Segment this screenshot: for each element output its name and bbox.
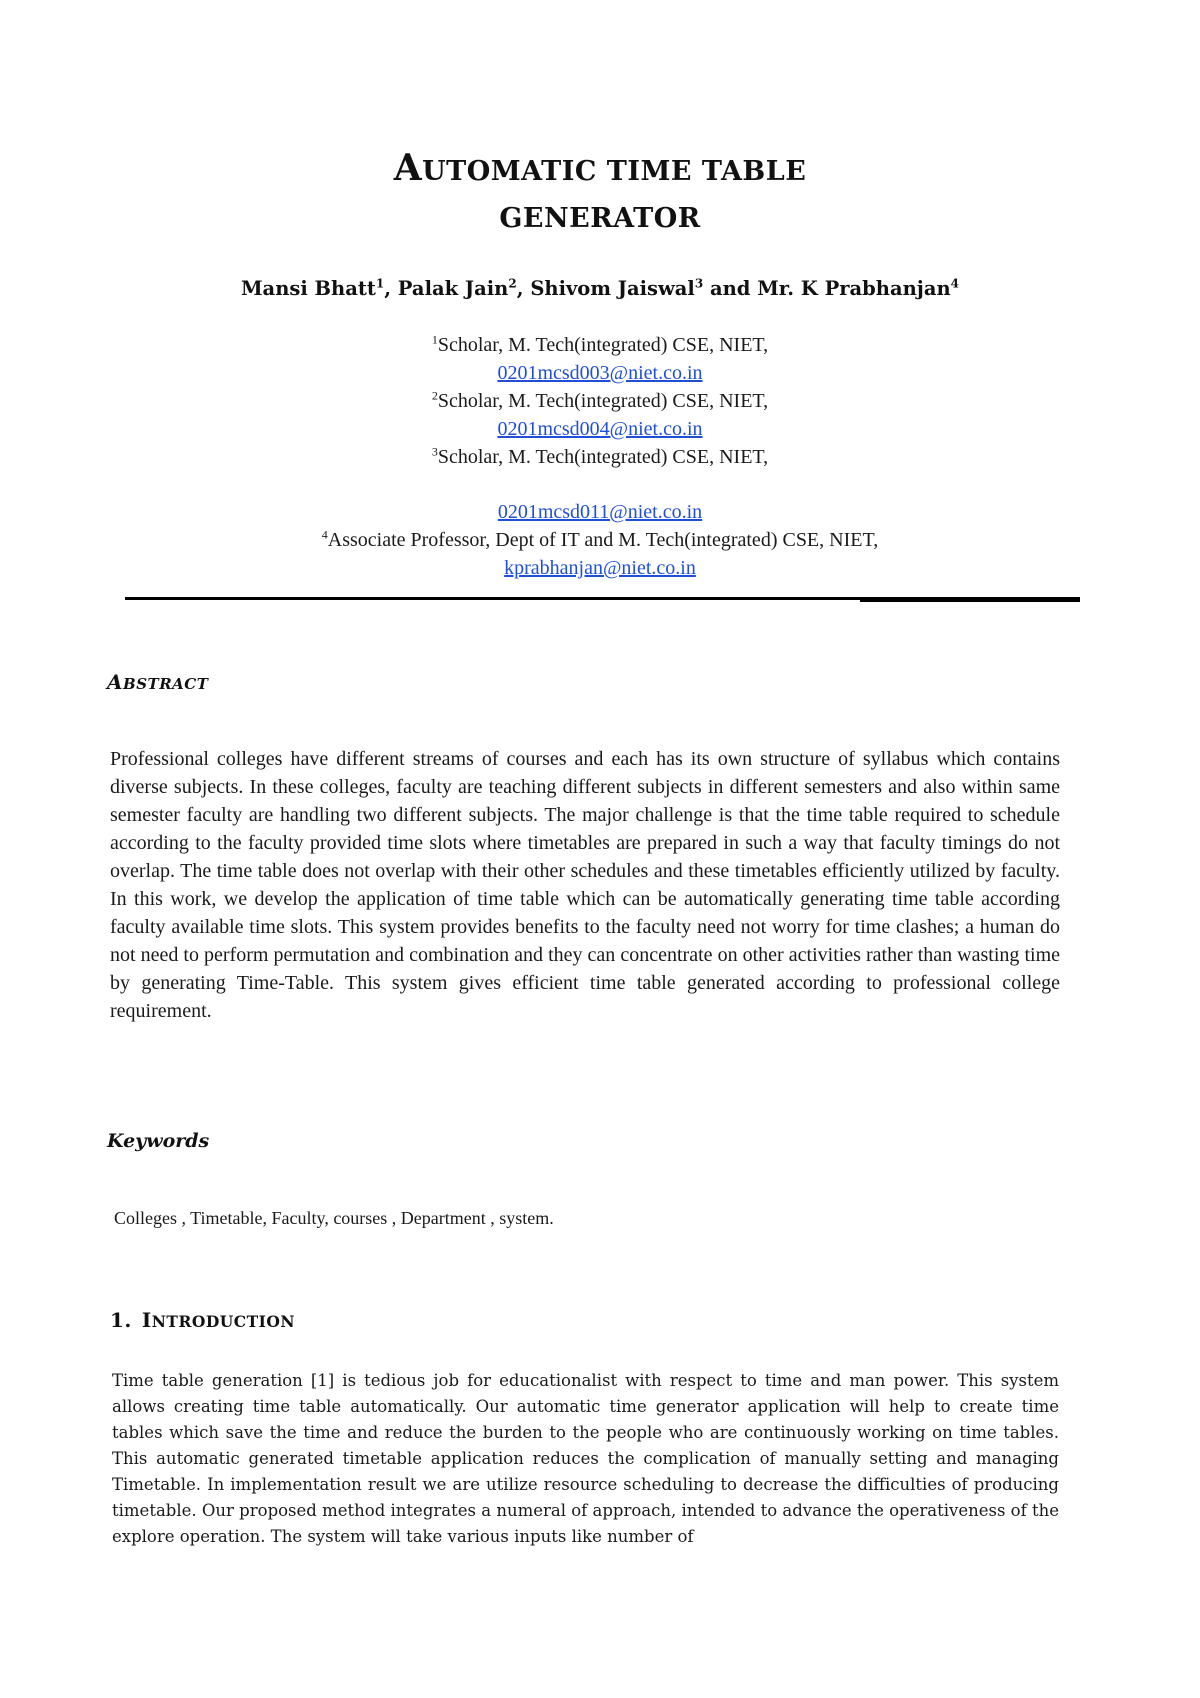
affiliation-mark: 2 <box>431 388 438 403</box>
author-name: Shivom Jaiswal <box>530 277 695 300</box>
affiliation-text: Scholar, M. Tech(integrated) CSE, NIET, <box>437 334 769 356</box>
email-link[interactable]: 0201mcsd004@niet.co.in <box>497 418 703 440</box>
email-link[interactable]: kprabhanjan@niet.co.in <box>504 557 696 579</box>
section-number: 1. <box>110 1308 132 1332</box>
introduction-heading <box>110 1308 295 1332</box>
author-name: Mr. K Prabhanjan <box>757 277 951 300</box>
author-name: Mansi Bhatt <box>240 277 376 300</box>
affiliation-4-email-row <box>0 556 1200 580</box>
author-separator: , <box>516 277 531 300</box>
keywords-list: Colleges , Timetable, Faculty, courses , Department , system. <box>114 1208 554 1228</box>
abstract-heading-rest: BSTRACT <box>123 675 209 693</box>
introduction-heading-rest: NTRODUCTION <box>151 1312 296 1331</box>
author-list <box>0 277 1200 300</box>
affiliation-text: Scholar, M. Tech(integrated) CSE, NIET, <box>437 446 769 468</box>
introduction-body: Time table generation [1] is tedious job for educationalist with respect to time and man power. This system allows creating time table automatically. Our automatic time generator application will help to create time tables which save the time and reduce the burden to the people who are continuously working on time tables. This automatic generated timetable application reduces the complication of manually setting and managing Timetable. In implementation result we are utilize resource scheduling to decrease the difficulties of producing timetable. Our proposed method integrates a numeral of approach, intended to advance the operativeness of the explore operation. The system will take various inputs like number of <box>112 1371 1059 1546</box>
affiliation-4 <box>0 528 1200 552</box>
header-divider-thick-segment <box>860 598 1080 602</box>
affiliation-1-email-row <box>0 361 1200 385</box>
paper-title-line-1 <box>0 147 1200 189</box>
keywords-heading: Keywords <box>107 1130 210 1152</box>
author-mark: 4 <box>950 276 960 291</box>
author-separator: and <box>703 277 758 300</box>
affiliation-mark: 3 <box>431 444 438 459</box>
author-name: Palak Jain <box>397 277 509 300</box>
author-mark: 3 <box>694 276 704 291</box>
affiliation-text: Associate Professor, Dept of IT and M. Tech(integrated) CSE, NIET, <box>327 529 879 551</box>
abstract-heading <box>107 670 208 694</box>
title-line-1-text: UTOMATIC TIME TABLE <box>422 156 807 187</box>
email-link[interactable]: 0201mcsd011@niet.co.in <box>497 501 703 523</box>
affiliation-3-email-row <box>0 500 1200 524</box>
author-separator: , <box>384 277 398 300</box>
author-mark: 1 <box>375 276 385 291</box>
affiliation-2-email-row <box>0 417 1200 441</box>
affiliation-1 <box>0 333 1200 357</box>
author-mark: 2 <box>508 276 517 291</box>
title-drop-cap: A <box>393 147 423 189</box>
affiliation-2 <box>0 389 1200 413</box>
abstract-body: Professional colleges have different streams of courses and each has its own structure of syllabus which contains diverse subjects. In these colleges, faculty are teaching different subjects in different semesters and also within same semester faculty are handling two different subjects. The major challenge is that the time table required to schedule according to the faculty provided time slots where timetables are prepared in such a way that faculty timings do not overlap. The time table does not overlap with their other schedules and these timetables efficiently utilized by faculty. In this work, we develop the application of time table which can be automatically generating time table according faculty available time slots. This system provides benefits to the faculty need not worry for time clashes; a human do not need to perform permutation and combination and they can concentrate on other activities rather than wasting time by generating Time-Table. This system gives efficient time table generated according to professional college requirement. <box>110 748 1060 1022</box>
email-link[interactable]: 0201mcsd003@niet.co.in <box>497 362 703 384</box>
affiliation-text: Scholar, M. Tech(integrated) CSE, NIET, <box>437 390 769 412</box>
affiliation-mark: 1 <box>431 332 438 347</box>
abstract-heading-cap: A <box>107 670 124 694</box>
affiliation-mark: 4 <box>321 527 328 542</box>
affiliation-3 <box>0 445 1200 469</box>
paper-title-line-2: GENERATOR <box>499 203 701 234</box>
introduction-heading-cap: I <box>141 1308 152 1332</box>
